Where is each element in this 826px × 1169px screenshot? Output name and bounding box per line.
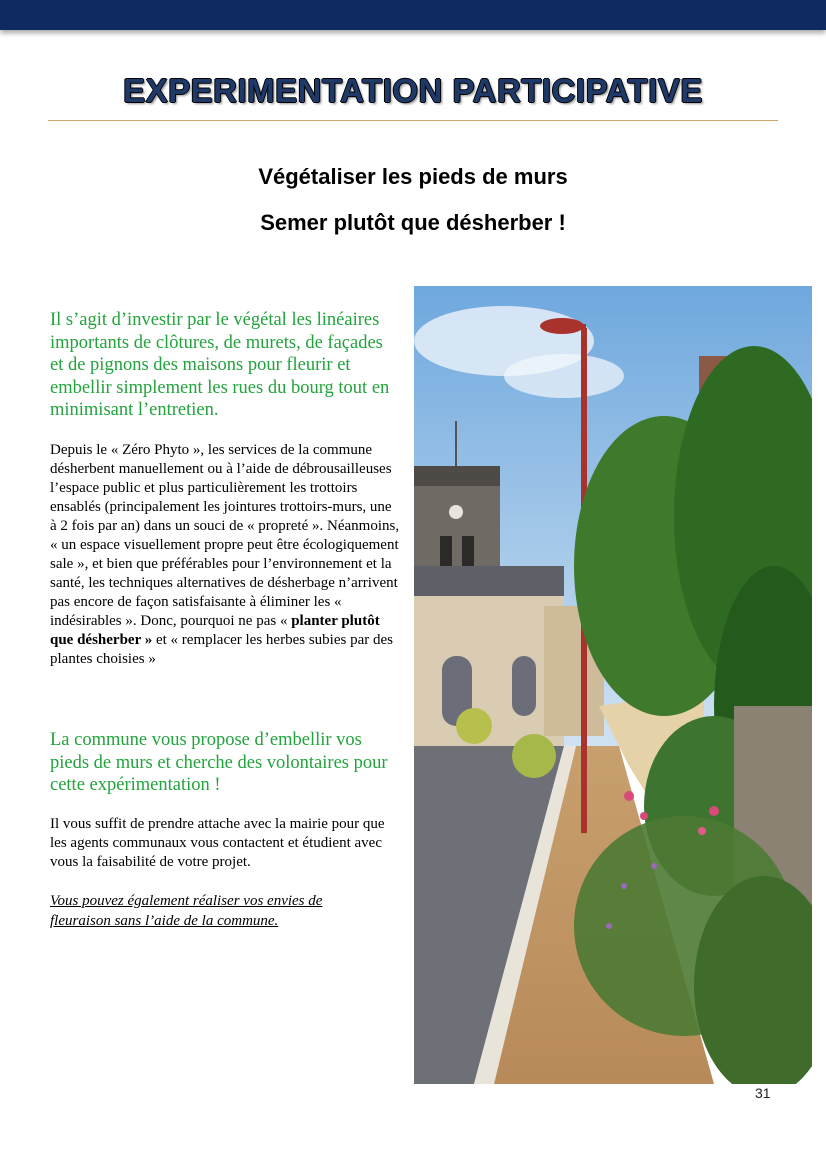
para-1-end: et « remplacer les herbes subies par des plantes choisies » bbox=[50, 632, 393, 667]
para-1-start: Depuis le « Zéro Phyto », les services de la commune désherbent manuellement ou à l’aide de débrousailleuses l’espace public et plus particulièrement les trottoirs ensablés (principalement les jointures trottoirs-murs, une à 2 fois par an) dans un souci de « propreté ». Néanmoins, « un espace visuellement propre peut être écologiquement sale », et bien que préférables pour l’environnement et la santé, les techniques alternatives de désherbage n’arrivent pas encore de façon satisfaisante à éliminer les « indésirables ». Donc, pourquoi ne pas « bbox=[50, 442, 400, 629]
page-title: EXPERIMENTATION PARTICIPATIVE bbox=[123, 72, 703, 109]
para-1-bold: planter plutôt que désherber » bbox=[50, 613, 380, 648]
page-number: 31 bbox=[755, 1085, 771, 1101]
body-paragraph-2: Il vous suffit de prendre attache avec la mairie pour que les agents communaux vous contactent et étudient avec vous la faisabilité de votre projet. bbox=[50, 816, 385, 870]
top-banner bbox=[0, 0, 826, 30]
street-photo-illustration bbox=[414, 286, 812, 1084]
underlined-note: Vous pouvez également réaliser vos envies de fleuraison sans l’aide de la commune. bbox=[50, 893, 323, 929]
cta-block bbox=[50, 729, 400, 797]
intro-paragraph: Il s’agit d’investir par le végétal les linéaires importants de clôtures, de murets, de façades et de pignons des maisons pour fleurir et embellir simplement les rues du bourg tout en minimisant l’entretien. bbox=[50, 310, 390, 420]
subtitle-1: Végétaliser les pieds de murs bbox=[258, 164, 568, 189]
body-block-1 bbox=[50, 441, 400, 669]
subtitle-2: Semer plutôt que désherber ! bbox=[260, 210, 566, 235]
body-paragraph-1 bbox=[50, 441, 400, 669]
call-to-action: La commune vous propose d’embellir vos pieds de murs et cherche des volontaires pour cette expérimentation ! bbox=[50, 730, 388, 795]
body-block-2 bbox=[50, 815, 400, 872]
note-block bbox=[50, 892, 380, 931]
intro-block bbox=[50, 309, 400, 422]
title-divider bbox=[48, 120, 778, 121]
street-photo bbox=[414, 286, 812, 1084]
